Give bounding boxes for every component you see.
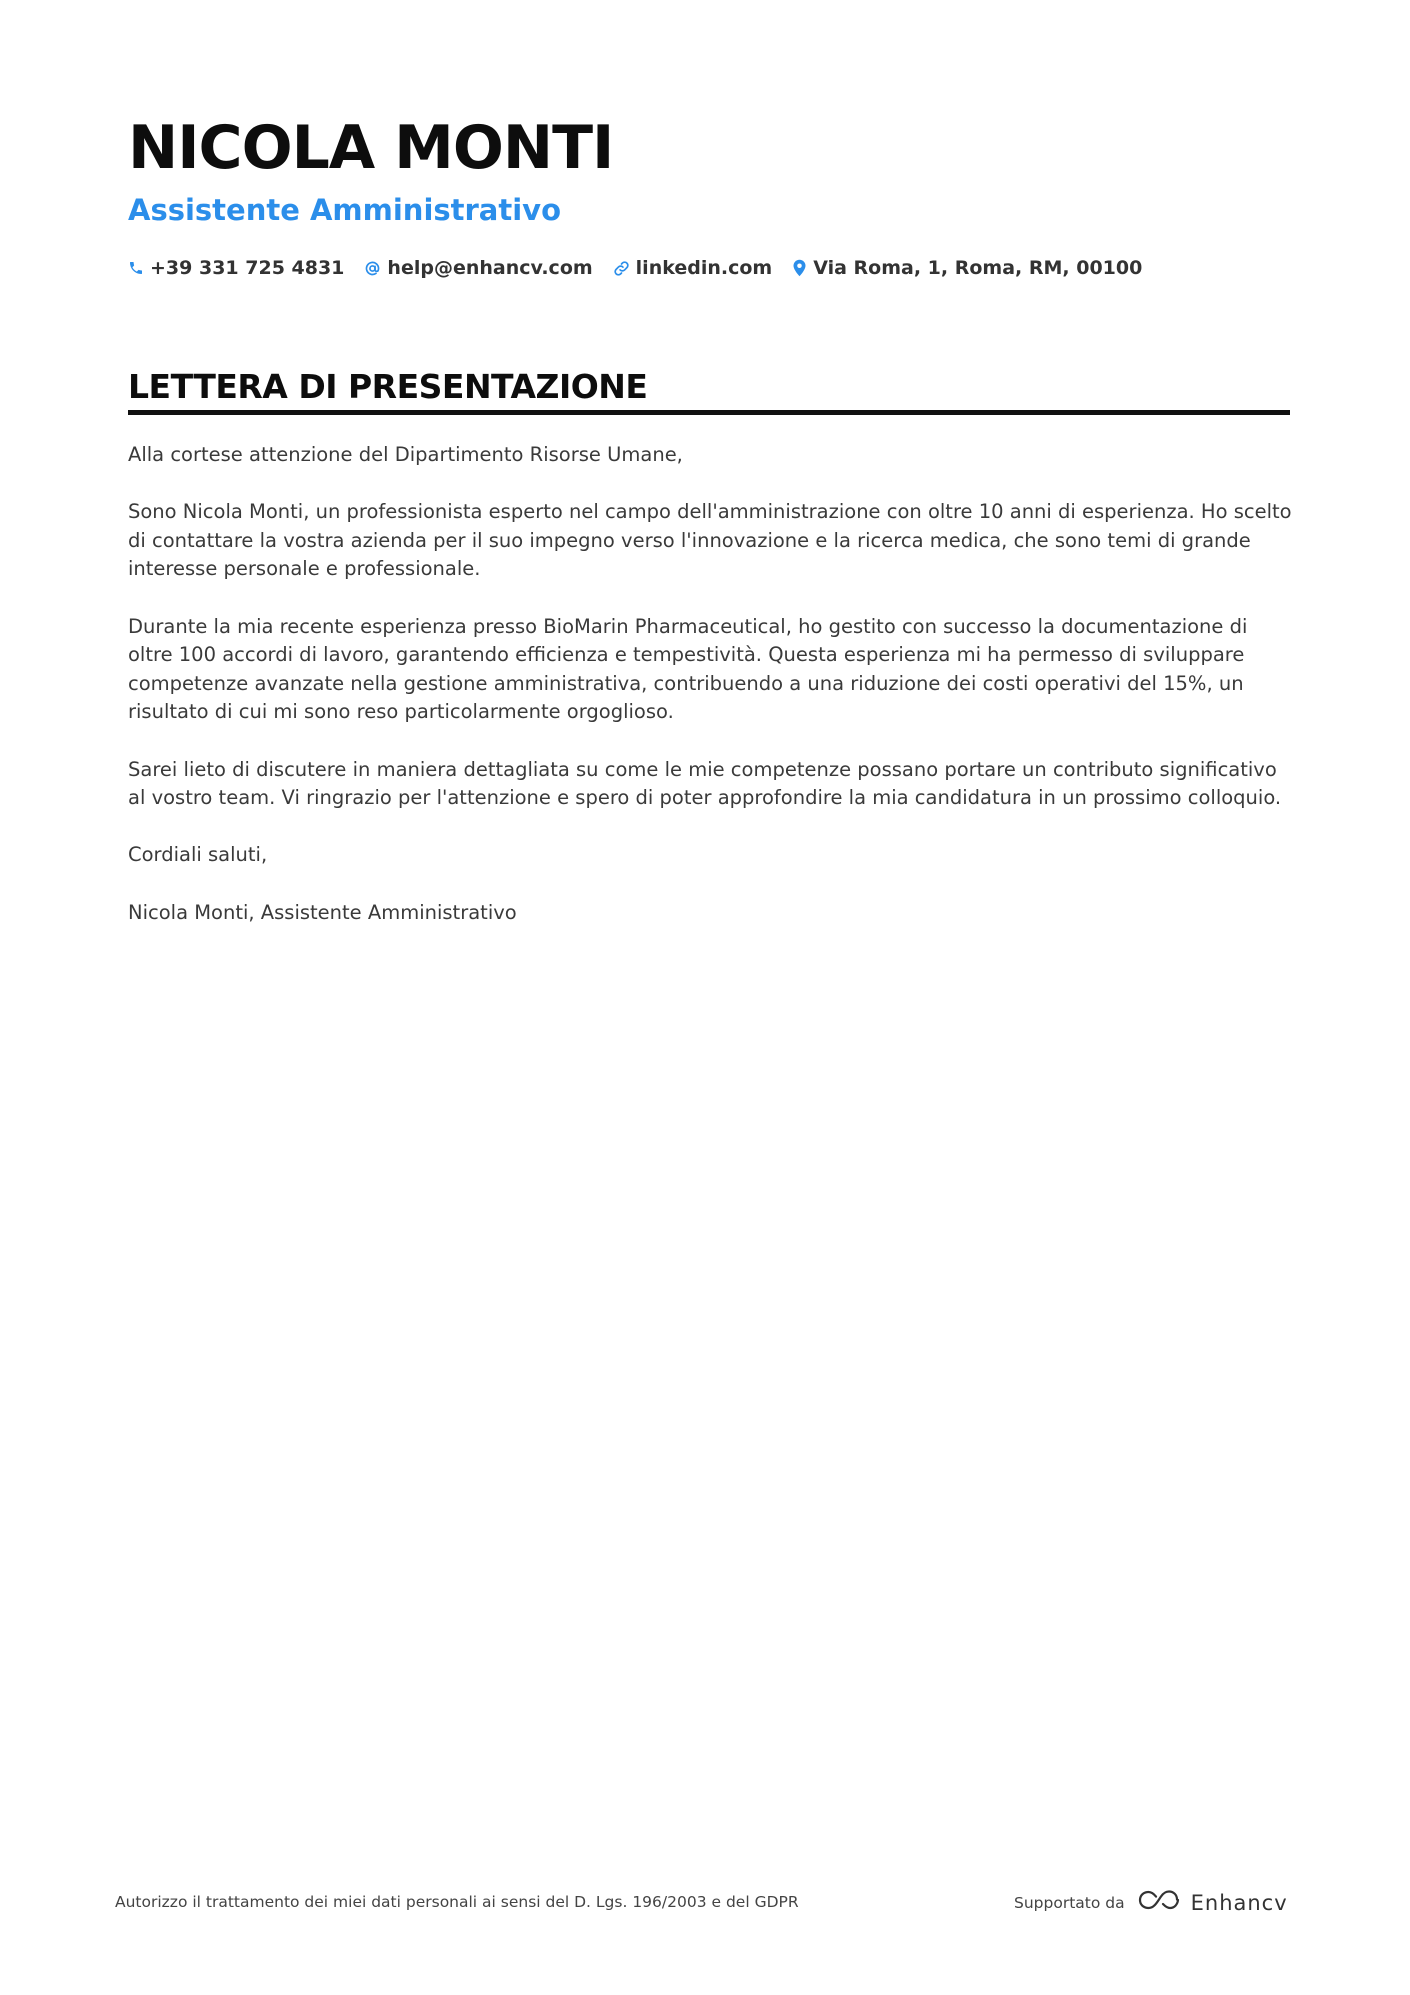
contact-email[interactable] — [364, 257, 592, 279]
letter-body — [128, 441, 1298, 956]
address-text: Via Roma, 1, Roma, RM, 00100 — [813, 257, 1143, 279]
email-address: help@enhancv.com — [387, 257, 593, 279]
section-title: LETTERA DI PRESENTAZIONE — [128, 367, 648, 406]
letter-paragraph: Sono Nicola Monti, un professionista esperto nel campo dell'amministrazione con oltre 10 anni di esperienza. Ho scelto di contattare la vostra azienda per il suo impegno verso l'innovazione e la ricerca medica, che sono temi di grande interesse personale e professionale. — [128, 500, 1292, 581]
brand-name: Enhancv — [1190, 1890, 1288, 1915]
location-pin-icon — [792, 259, 807, 277]
contact-phone[interactable] — [128, 257, 344, 279]
link-icon — [613, 260, 630, 277]
footer-branding[interactable] — [1014, 1888, 1288, 1917]
letter-paragraph: Sarei lieto di discutere in maniera dettagliata su come le mie competenze possano portare un contributo significativo al vostro team. Vi ringrazio per l'attenzione e spero di poter approfondire la mia candidatura in un prossimo colloquio. — [128, 757, 1282, 810]
phone-number: +39 331 725 4831 — [150, 257, 345, 279]
supported-by-label: Supportato da — [1014, 1893, 1125, 1912]
privacy-notice: Autorizzo il trattamento dei miei dati personali ai sensi del D. Lgs. 196/2003 e del GDPR — [115, 1893, 799, 1911]
phone-icon — [128, 260, 144, 276]
contact-bar — [128, 253, 1142, 283]
letter-closing: Cordiali saluti, — [128, 843, 268, 867]
enhancv-logo-icon — [1137, 1888, 1183, 1917]
letter-signature: Nicola Monti, Assistente Amministrativo — [128, 900, 517, 924]
linkedin-link: linkedin.com — [635, 257, 773, 279]
brand-logo[interactable] — [1137, 1888, 1288, 1917]
at-icon — [364, 260, 381, 277]
candidate-name: NICOLA MONTI — [128, 113, 614, 183]
candidate-role: Assistente Amministrativo — [128, 193, 562, 227]
section-divider — [128, 410, 1290, 415]
contact-address — [792, 257, 1142, 279]
contact-linkedin[interactable] — [613, 257, 773, 279]
letter-paragraph: Durante la mia recente esperienza presso BioMarin Pharmaceutical, ho gestito con successo la documentazione di oltre 100 accordi di lavoro, garantendo efficienza e tempestività. Questa esperienza mi ha permesso di sviluppare competenze avanzate nella gestione amministrativa, contribuendo a una riduzione dei costi operativi del 15%, un risultato di cui mi sono reso particolarmente orgoglioso. — [128, 614, 1248, 724]
letter-salutation: Alla cortese attenzione del Dipartimento Risorse Umane, — [128, 443, 683, 466]
